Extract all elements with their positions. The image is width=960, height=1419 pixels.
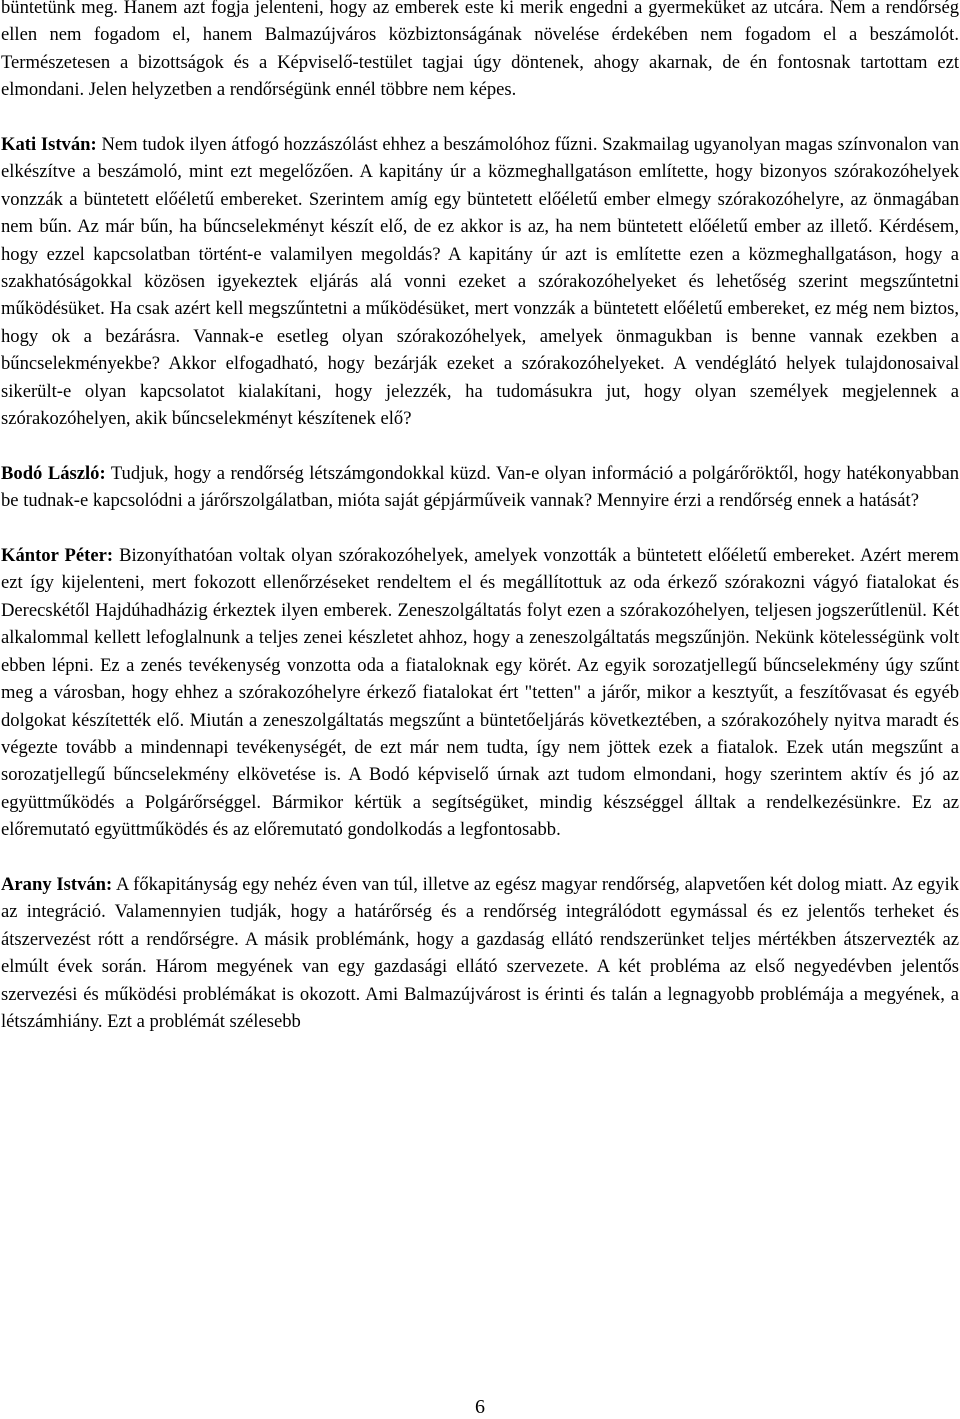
paragraph-kantor-peter	[1, 542, 959, 843]
paragraph-bodo-laszlo	[1, 460, 959, 515]
page-number: 6	[475, 1396, 485, 1418]
paragraph-continuation	[1, 0, 959, 104]
paragraph-text: büntetünk meg. Hanem azt fogja jelenteni, hogy az emberek este ki merik engedni a gyermeküket az utcára. Nem a rendőrség ellen nem fogadom el, hanem Balmazújváros közbiztonságának növelése érdekében nem fogadom el a beszámolót. Természetesen a bizottságok és a Képviselő-testület tagjai úgy döntenek, ahogy akarnak, de én fontosnak tartottam ezt elmondani. Jelen helyzetben a rendőrségünk ennél többre nem képes.	[1, 0, 959, 101]
speaker-name: Kántor Péter:	[1, 545, 114, 567]
paragraph-arany-istvan	[1, 871, 959, 1035]
speaker-name: Bodó László:	[1, 462, 106, 484]
paragraph-text: Tudjuk, hogy a rendőrség létszámgondokkal küzd. Van-e olyan információ a polgárőröktől, hogy hatékonyabban be tudnak-e kapcsolódni a járőrszolgálatban, mióta saját gépjárműveik vannak? Mennyire érzi a rendőrség ennek a hatását?	[1, 462, 959, 512]
paragraph-text: A főkapitányság egy nehéz éven van túl, illetve az egész magyar rendőrség, alapvetően két dolog miatt. Az egyik az integráció. Valamennyien tudják, hogy a határőrség és a rendőrség integrálódott egymással és ez jelentős terheket és átszervezést rótt a rendőrségre. A másik problémánk, hogy a gazdaság ellátó rendszerünket teljes mértékben átszervezték az elmúlt évek során. Három megyének van egy gazdasági ellátó szervezete. A két probléma az első negyedévben jelentős szervezési és működési problémákat is okozott. Ami Balmazújvárost is érinti és talán a legnagyobb problémája a megyének, a létszámhiány. Ezt a problémát szélesebb	[1, 873, 959, 1032]
paragraph-text: Nem tudok ilyen átfogó hozzászólást ehhez a beszámolóhoz fűzni. Szakmailag ugyanolyan magas színvonalon van elkészítve a beszámoló, mint ezt megelőzően. A kapitány úr a közmeghallgatáson említette, hogy bizonyos szórakozóhelyek vonzzák a büntetett előéletű embereket. Szerintem amíg egy büntetett előéletű ember elmegy szórakozóhelyre, az önmagában nem bűn. Az már bűn, ha bűncselekményt készít elő, de ez akkor is az, ha nem büntetett előéletű ember az illető. Kérdésem, hogy ezzel kapcsolatban történt-e valamilyen megoldás? A kapitány úr azt is említette ezen a közmeghallgatáson, hogy a szakhatóságokkal közösen igyekeztek eljárás alá vonni ezeket a szórakozóhelyeket és lehetőség szerint megszűntetni működésüket. Ha csak azért kell megszűntetni a működésüket, mert vonzzák a büntetett előéletű embereket, ez még nem biztos, hogy ok a bezárásra. Vannak-e esetleg olyan szórakozóhelyek, amelyek önmagukban is benne vannak ezekben a bűncselekményekbe? Akkor elfogadható, hogy bezárják ezeket a szórakozóhelyeket. A vendéglátó helyek tulajdonosaival sikerült-e olyan kapcsolatot kialakítani, hogy jelezzék, ha tudomásukra jut, hogy olyan személyek megjelennek a szórakozóhelyen, akik bűncselekményt készítenek elő?	[1, 134, 959, 430]
speaker-name: Arany István:	[1, 873, 113, 895]
paragraph-text: Bizonyíthatóan voltak olyan szórakozóhelyek, amelyek vonzották a büntetett előéletű embereket. Azért merem ezt így kijelenteni, mert fokozott ellenőrzéseket rendeltem el és megállítottuk az oda érkező szórakozni vágyó fiatalokat és Derecskétől Hajdúhadházig érkeztek ilyen emberek. Zeneszolgáltatás folyt ezen a szórakozóhelyen, teljesen jogszerűtlenül. Két alkalommal kellett lefoglalnunk a teljes zenei készletet ahhoz, hogy a zeneszolgáltatás megszűnjön. Nekünk kötelességünk volt ebben lépni. Ez a zenés tevékenység vonzotta oda a fiataloknak egy körét. Az egyik sorozatjellegű bűncselekmény úgy szűnt meg a városban, hogy ehhez a szórakozóhelyre érkező fiatalokat ért "tetten" a járőr, mikor a kesztyűt, a feszítővasat és egyéb dolgokat készítették elő. Miután a zeneszolgáltatás megszűnt a büntetőeljárás következtében, a szórakozóhely nyitva maradt és végezte tovább a mindennapi tevékenységét, de ezt már nem tudta, így nem jöttek ezek a fiatalok. Ezek után megszűnt a sorozatjellegű bűncselekmény elkövetése is. A Bodó képviselő úrnak azt tudom elmondani, hogy szerintem aktív és jó az együttműködés a Polgárőrséggel. Bármikor kértük a segítségüket, mindig készséggel álltak a rendelkezésünkre. Ez az előremutató együttműködés és az előremutató gondolkodás a legfontosabb.	[1, 545, 959, 841]
paragraph-kati-istvan	[1, 131, 959, 432]
speaker-name: Kati István:	[1, 134, 97, 156]
